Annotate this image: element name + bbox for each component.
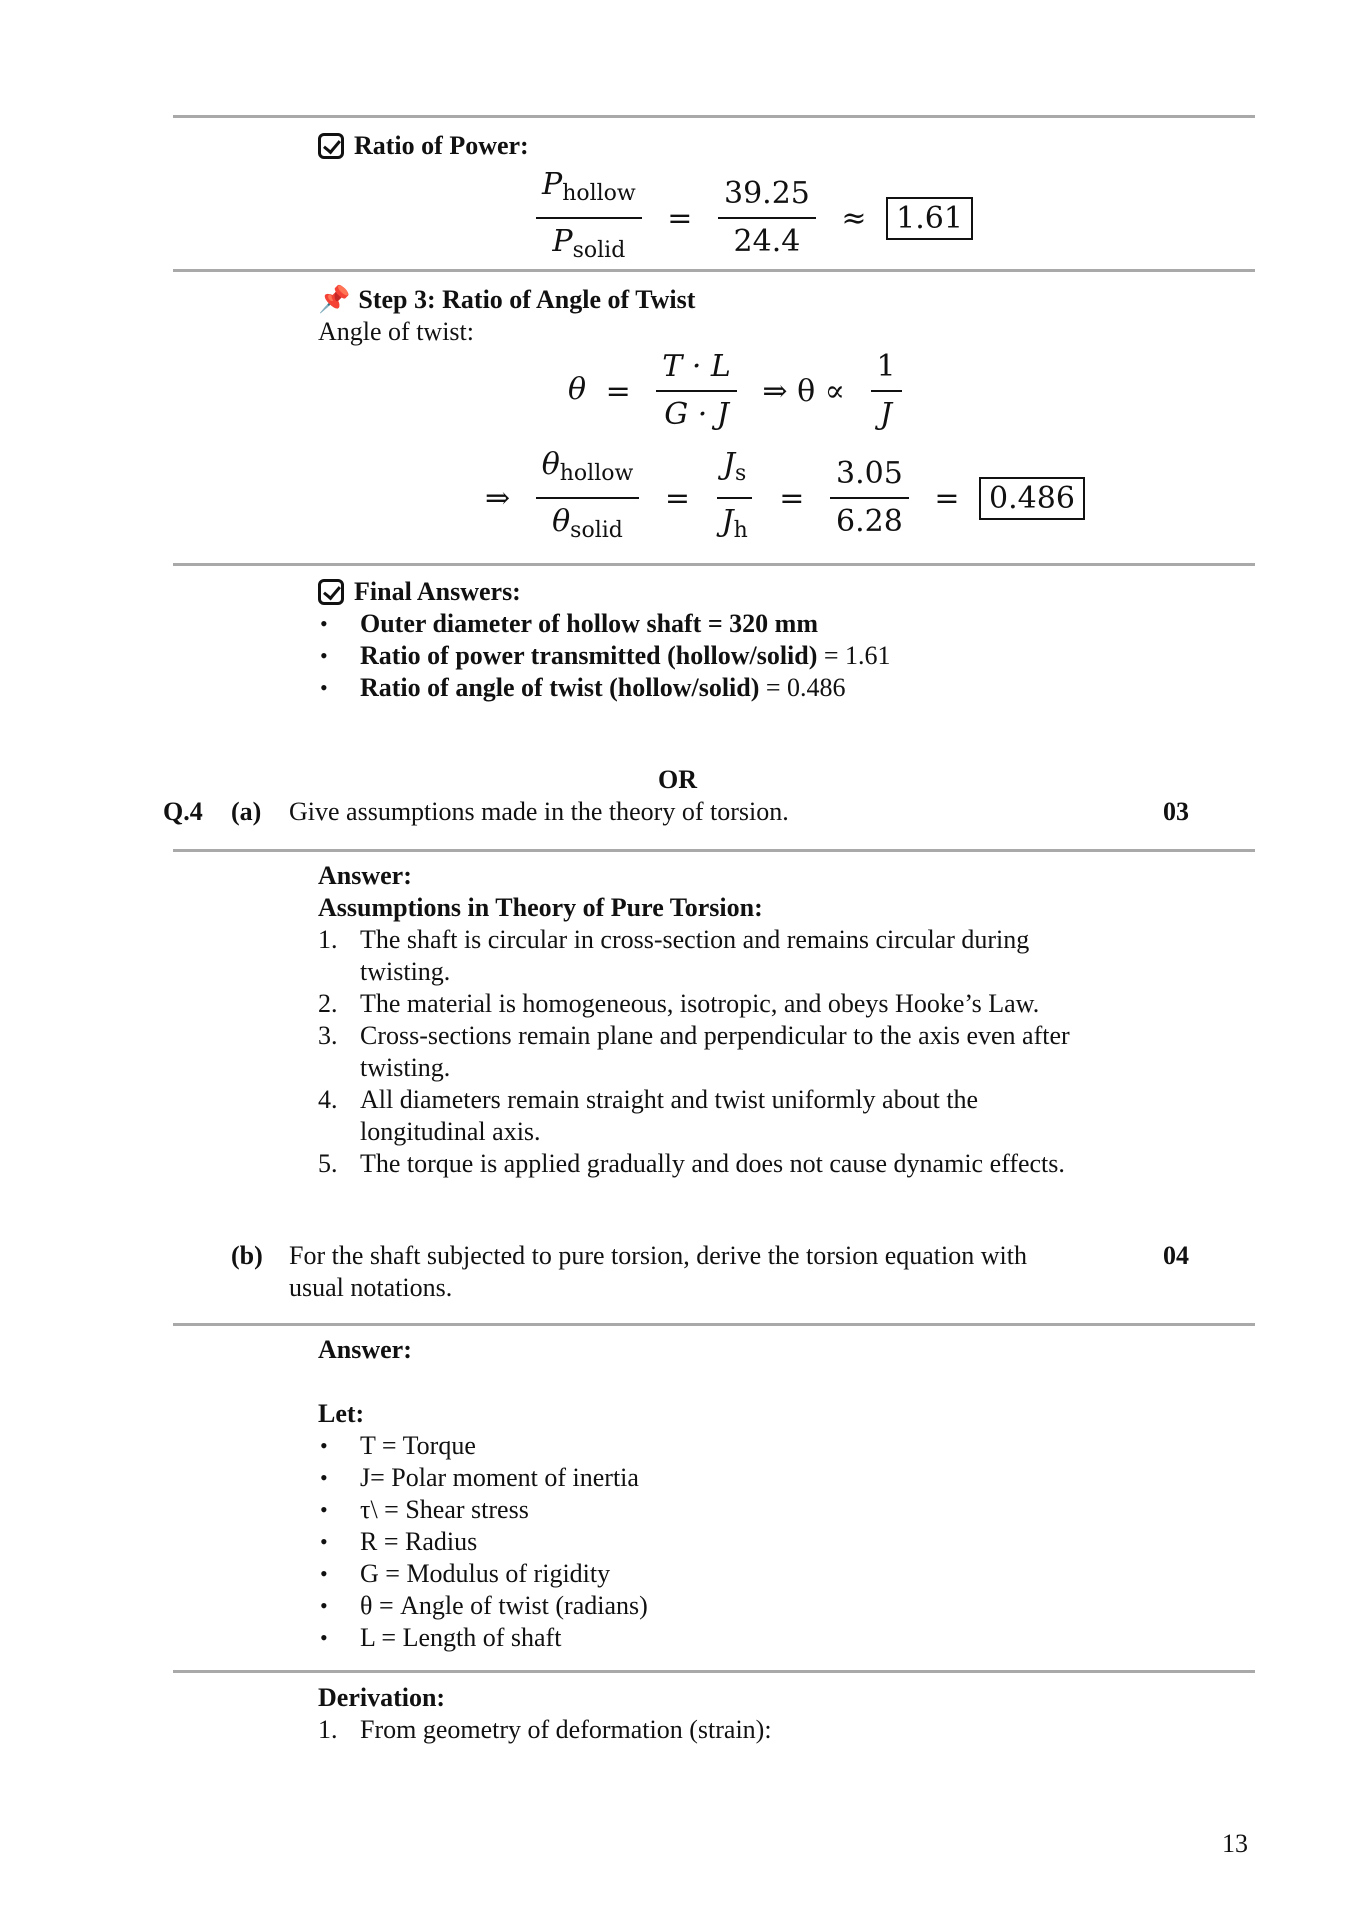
ratio-power-result: 1.61 (886, 197, 973, 240)
list-item: • L = Length of shaft (318, 1622, 648, 1654)
divider (173, 1323, 1255, 1326)
list-item: • Outer diameter of hollow shaft = 320 mm (318, 608, 891, 640)
divider (173, 269, 1255, 272)
divider (173, 115, 1255, 118)
assumptions-heading: Assumptions in Theory of Pure Torsion: (318, 893, 763, 922)
ratio-power-equation: $\frac{P_{hollow}}{P_{solid}}$ = $\frac{39.25}{24.4}$ ≈ 1.61 (530, 166, 973, 270)
step3-heading: 📌 Step 3: Ratio of Angle of Twist (318, 285, 696, 314)
answer-label: Answer: (318, 861, 412, 890)
question-a-marks: 03 (1163, 797, 1189, 826)
answer-label: Answer: (318, 1335, 412, 1364)
list-item: 2. The material is homogeneous, isotropic, and obeys Hooke’s Law. (318, 989, 1040, 1018)
list-item: • θ = Angle of twist (radians) (318, 1590, 648, 1622)
list-item: • J= Polar moment of inertia (318, 1462, 648, 1494)
list-item: 1. From geometry of deformation (strain): (318, 1715, 772, 1744)
derivation-steps (318, 1714, 772, 1746)
list-item: • Ratio of power transmitted (hollow/solid) = 1.61 (318, 640, 891, 672)
divider (173, 849, 1255, 852)
step3-intro: Angle of twist: (318, 317, 474, 346)
divider (173, 563, 1255, 566)
divider (173, 1670, 1255, 1673)
list-item: • Ratio of angle of twist (hollow/solid) = 0.486 (318, 672, 891, 704)
page-number: 13 (1222, 1829, 1248, 1858)
angle-twist-formula: θ = $\frac{T \cdot L}{G \cdot J}$ ⇒ θ ∝ $\frac{1}{J}$ (568, 348, 908, 434)
checkbox-icon (318, 133, 344, 159)
angle-twist-ratio-equation: ⇒ $\frac{\theta_{hollow}}{\theta_{solid}}$ = $\frac{J_s}{J_h}$ = $\frac{3.05}{6.28}$ = 0.486 (475, 446, 1085, 550)
question-b-text: For the shaft subjected to pure torsion, derive the torsion equation with usual notations. (289, 1241, 1027, 1302)
final-answers-list (318, 608, 891, 704)
let-label: Let: (318, 1399, 365, 1428)
assumptions-list (318, 924, 1198, 1180)
checkbox-icon (318, 579, 344, 605)
derivation-label: Derivation: (318, 1683, 446, 1712)
list-item: • τ\ = Shear stress (318, 1494, 648, 1526)
angle-twist-result: 0.486 (979, 477, 1085, 520)
ratio-power-heading: Ratio of Power: (318, 130, 529, 162)
or-label: OR (658, 765, 697, 794)
list-item: • G = Modulus of rigidity (318, 1558, 648, 1590)
question-b-marks: 04 (1163, 1241, 1189, 1270)
list-item: 4. All diameters remain straight and twist uniformly about the longitudinal axis. (318, 1085, 979, 1146)
list-item: • R = Radius (318, 1526, 648, 1558)
question-part-a: (a) (231, 797, 262, 826)
notation-list (318, 1430, 648, 1654)
list-item: 1. The shaft is circular in cross-section and remains circular during twisting. (318, 925, 1030, 986)
list-item: • T = Torque (318, 1430, 648, 1462)
list-item: 5. The torque is applied gradually and does not cause dynamic effects. (318, 1149, 1065, 1178)
pushpin-icon: 📌 (318, 285, 351, 314)
question-number: Q.4 (163, 797, 203, 826)
final-answers-heading: Final Answers: (318, 576, 521, 608)
question-part-b: (b) (231, 1241, 263, 1270)
list-item: 3. Cross-sections remain plane and perpendicular to the axis even after twisting. (318, 1021, 1070, 1082)
question-a-text: Give assumptions made in the theory of torsion. (289, 797, 789, 826)
